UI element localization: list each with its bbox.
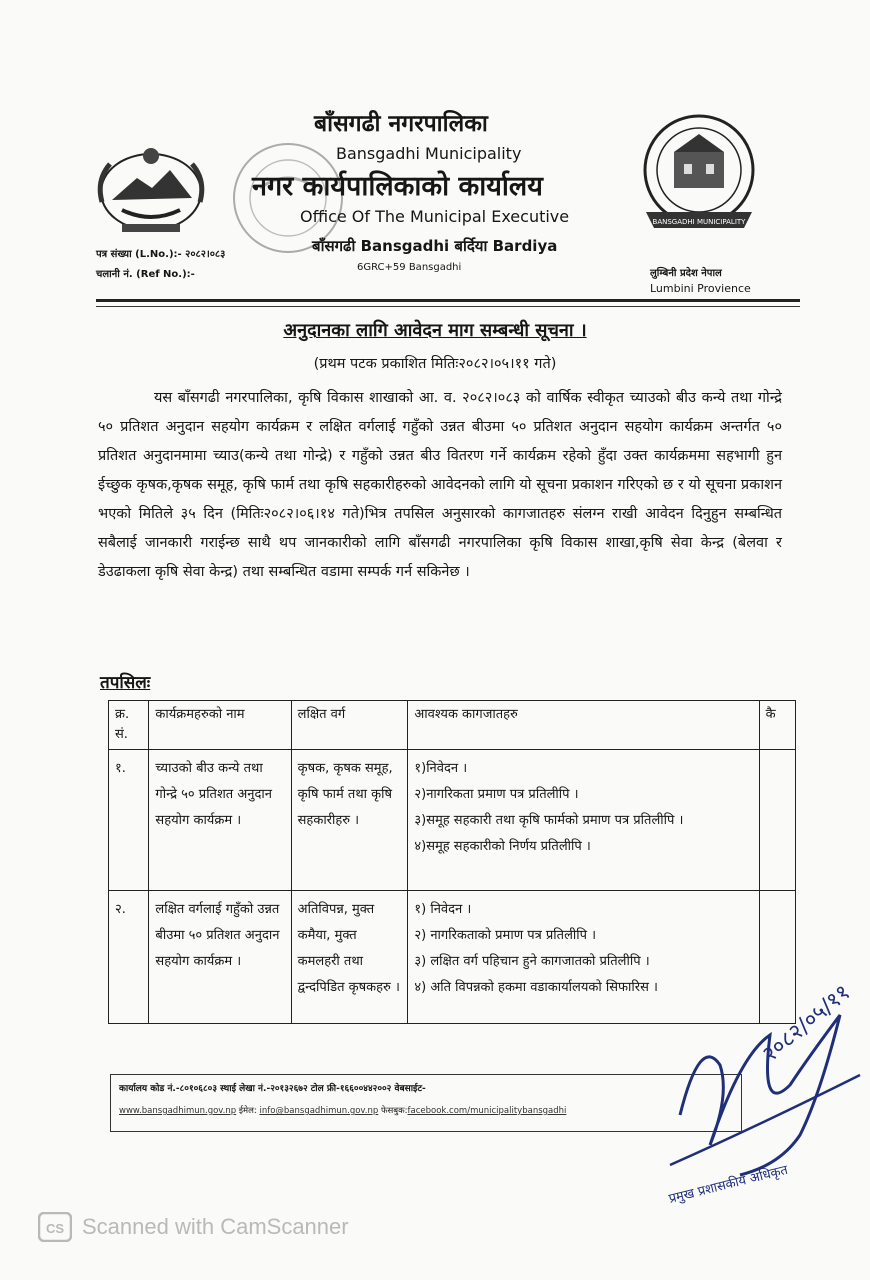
table-header-row <box>109 701 796 750</box>
document-item: ३)समूह सहकारी तथा कृषि फार्मको प्रमाण पत्र प्रतिलीपि । <box>414 813 684 828</box>
header-target: लक्षित वर्ग <box>291 701 408 750</box>
notice-title: अनुदानका लागि आवेदन माग सम्बन्धी सूचना । <box>283 320 587 341</box>
document-item: ४)समूह सहकारीको निर्णय प्रतिलीपि । <box>414 839 591 854</box>
cell-target: कृषक, कृषक समूह, कृषि फार्म तथा कृषि सहकारीहरु । <box>291 750 408 891</box>
scanner-watermark: Scanned with CamScanner <box>82 1214 349 1239</box>
municipality-logo-icon <box>640 112 758 242</box>
details-label: तपसिलः <box>100 673 151 693</box>
office-address: बाँसगढी Bansgadhi बर्दिया Bardiya <box>312 237 558 255</box>
notice-body <box>98 384 782 587</box>
email-label: ईमेल: <box>236 1106 257 1116</box>
cell-sn: २. <box>109 891 149 1024</box>
document-item: २)नागरिकता प्रमाण पत्र प्रतिलीपि । <box>414 787 579 802</box>
table-row <box>109 750 796 891</box>
province-np: लुम्बिनी प्रदेश नेपाल <box>650 268 722 279</box>
footer-codes: कार्यालय कोड नं.-८०१०६८०३ स्थाई लेखा नं.-२०१३२६७२ टोल फ्री-१६६००४४२००२ वेबसाईट- <box>119 1084 426 1094</box>
reference-number: चलानी नं. (Ref No.):- <box>96 269 195 280</box>
header-remarks: कै <box>759 701 795 750</box>
municipality-name-np: बाँसगढी नगरपालिका <box>314 111 488 137</box>
plus-code: 6GRC+59 Bansgadhi <box>357 262 462 273</box>
header-documents: आवश्यक कागजातहरु <box>408 701 759 750</box>
signatory-role: प्रमुख प्रशासकीय अधिकृत <box>667 1162 790 1207</box>
cell-documents <box>408 750 759 891</box>
header-divider <box>96 299 800 302</box>
document-item: ३) लक्षित वर्ग पहिचान हुने कागजातको प्रतिलीपि । <box>414 954 650 969</box>
header-sn: क्र. सं. <box>109 701 149 750</box>
office-name-np: नगर कार्यपालिकाको कार्यालय <box>252 171 543 202</box>
nepal-emblem-icon <box>92 140 210 238</box>
province-en: Lumbini Provience <box>650 282 751 295</box>
document-item: १)निवेदन । <box>414 761 468 776</box>
document-item: १) निवेदन । <box>414 902 472 917</box>
facebook-label: फेसबुक: <box>378 1106 408 1116</box>
cell-program: च्याउको बीउ कन्ये तथा गोन्द्रे ५० प्रतिशत अनुदान सहयोग कार्यक्रम । <box>149 750 291 891</box>
signature-date: २०८२/०५/११ <box>757 980 856 1068</box>
document-item: ४) अति विपन्नको हकमा वडाकार्यालयको सिफारिस । <box>414 980 658 995</box>
cell-sn: १. <box>109 750 149 891</box>
cell-target: अतिविपन्न, मुक्त कमैया, मुक्त कमलहरी तथा द्वन्दपिडित कृषकहरु । <box>291 891 408 1024</box>
cell-remarks <box>759 750 795 891</box>
header-program: कार्यक्रमहरुको नाम <box>149 701 291 750</box>
document-item: २) नागरिकताको प्रमाण पत्र प्रतिलीपि । <box>414 928 597 943</box>
website-link[interactable]: www.bansgadhimun.gov.np <box>119 1106 237 1116</box>
facebook-link[interactable]: facebook.com/municipalitybansgadhi <box>407 1106 567 1116</box>
email-link[interactable]: info@bansgadhimun.gov.np <box>259 1106 379 1116</box>
notice-paragraph: यस बाँसगढी नगरपालिका, कृषि विकास शाखाको आ. व. २०८२।०८३ को वार्षिक स्वीकृत च्याउको बीउ कन्ये तथा गोन्द्रे ५० प्रतिशत अनुदान सहयोग कार्यक्रम र लक्षित वर्गलाई गहुँको उन्नत बीउमा ५० प्रतिशत अनुदान सहयोग कार्यक्रम अन्तर्गत ५० प्रतिशत अनुदानमामा च्याउ(कन्ये तथा गोन्द्रे) र गहुँको उन्नत बीउ वितरण गर्ने कार्यक्रम रहेको हुँदा उक्त कार्यक्रममा सहभागी हुन ईच्छुक कृषक,कृषक समूह, कृषि फार्म तथा कृषि सहकारीहरुको आवेदनको लागि यो सूचना प्रकाशन गरिएको छ र यो सूचना प्रकाशन भएको मितिले ३५ दिन (मितिः२०८२।०६।१४ गते)भित्र तपसिल अनुसारको कागजातहरु संलग्न राखी आवेदन दिनुहुन सम्बन्धित सबैलाई जानकारी गराईन्छ साथै थप जानकारीको लागि बाँसगढी नगरपालिका कृषि विकास शाखा,कृषि सेवा केन्द्र (बेलवा र डेउढाकला कृषि सेवा केन्द्र) तथा सम्बन्धित वडामा सम्पर्क गर्न सकिनेछ । <box>98 390 782 580</box>
header-divider-thin <box>96 306 800 307</box>
office-name-en: Office Of The Municipal Executive <box>300 207 570 226</box>
svg-text:CS: CS <box>45 1221 65 1236</box>
footer-contacts <box>119 1105 566 1116</box>
notice-subtitle: (प्रथम पटक प्रकाशित मितिः२०८२।०५।११ गते) <box>313 356 557 372</box>
camscanner-logo-icon <box>38 1212 72 1242</box>
signature-icon <box>640 975 870 1215</box>
letter-number: पत्र संख्या (L.No.):- २०८२।०८३ <box>96 249 226 260</box>
municipality-name-en: Bansgadhi Municipality <box>336 144 522 163</box>
cell-program: लक्षित वर्गलाई गहुँको उन्नत बीउमा ५० प्रतिशत अनुदान सहयोग कार्यक्रम । <box>149 891 291 1024</box>
logo-banner-text: BANSGADHI MUNICIPALITY <box>652 218 746 226</box>
